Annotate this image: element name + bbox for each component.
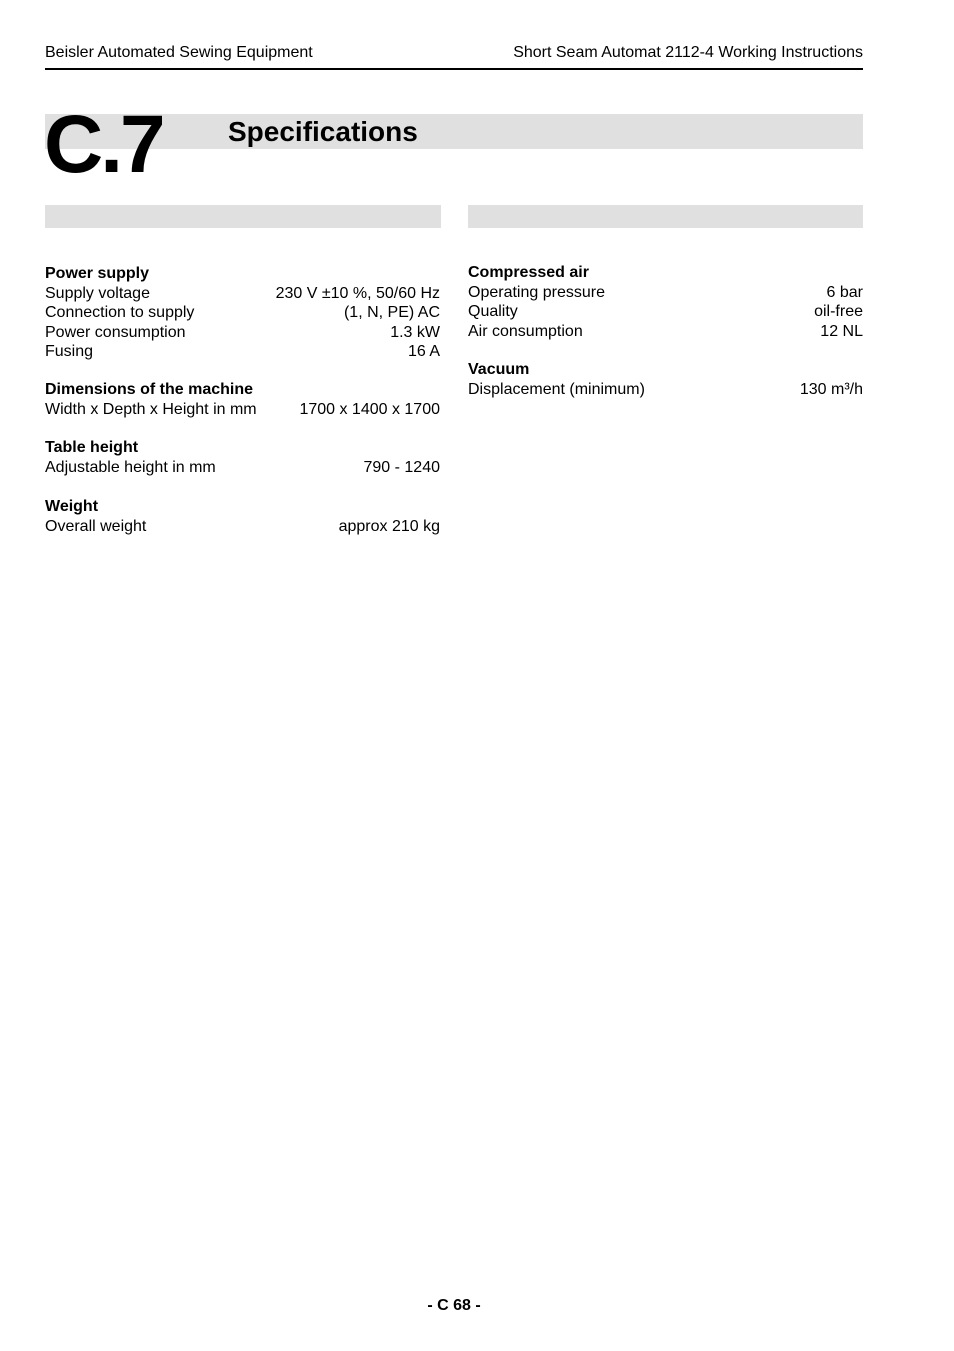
spec-label: Adjustable height in mm [45,459,216,477]
chapter-number: C.7 [44,99,163,190]
chapter-title-band [45,114,863,149]
spec-row [45,458,440,477]
section-title: Weight [45,497,99,515]
spec-label: Connection to supply [45,304,195,322]
spec-label: Overall weight [45,517,147,535]
spec-value: 790 - 1240 [363,459,440,477]
spec-row [45,303,440,322]
spec-value: 16 A [407,342,440,360]
spec-value: 12 NL [820,322,863,340]
spec-section-weight [45,497,440,536]
spec-value: (1, N, PE) AC [343,304,440,322]
spec-label: Air consumption [468,322,583,340]
spec-label: Operating pressure [468,284,605,301]
spec-section-vacuum [468,360,863,399]
spec-label: Quality [468,303,518,321]
spec-row [468,302,863,321]
header-divider [45,68,863,70]
left-spec-column [45,264,440,536]
spec-label: Displacement (minimum) [468,380,645,398]
spec-label: Width x Depth x Height in mm [45,401,257,419]
page-number: - C 68 - [427,1297,481,1314]
spec-label: Supply voltage [45,285,150,302]
spec-value: 1700 x 1400 x 1700 [299,401,440,419]
right-spec-column [468,263,863,399]
spec-value: 230 V ±10 %, 50/60 Hz [275,285,440,302]
spec-section-table-height [45,438,440,477]
spec-row [45,400,440,419]
header-document-title: Short Seam Automat 2112-4 Working Instructions [513,44,863,61]
spec-row [45,323,440,342]
left-column-band [45,205,441,228]
spec-row [468,283,863,302]
spec-label: Power consumption [45,323,186,341]
section-title: Power supply [45,265,150,282]
spec-row [45,342,440,361]
spec-label: Fusing [45,342,94,360]
right-column-band [468,205,863,228]
spec-row [45,284,440,303]
spec-row [468,322,863,341]
spec-value: 6 bar [826,284,863,301]
spec-value: oil-free [814,303,863,321]
spec-section-power-supply [45,264,440,361]
spec-section-dimensions [45,380,440,419]
spec-section-compressed-air [468,263,863,341]
section-title: Table height [45,439,139,457]
section-title: Dimensions of the machine [45,381,254,399]
section-title: Vacuum [468,360,530,378]
header-company-name: Beisler Automated Sewing Equipment [45,44,313,61]
spec-value: approx 210 kg [338,517,440,535]
chapter-title: Specifications [228,116,418,147]
spec-row [468,380,863,399]
spec-value: 1.3 kW [390,323,440,341]
spec-value: 130 m³/h [799,380,863,398]
spec-row [45,517,440,536]
section-title: Compressed air [468,264,589,281]
